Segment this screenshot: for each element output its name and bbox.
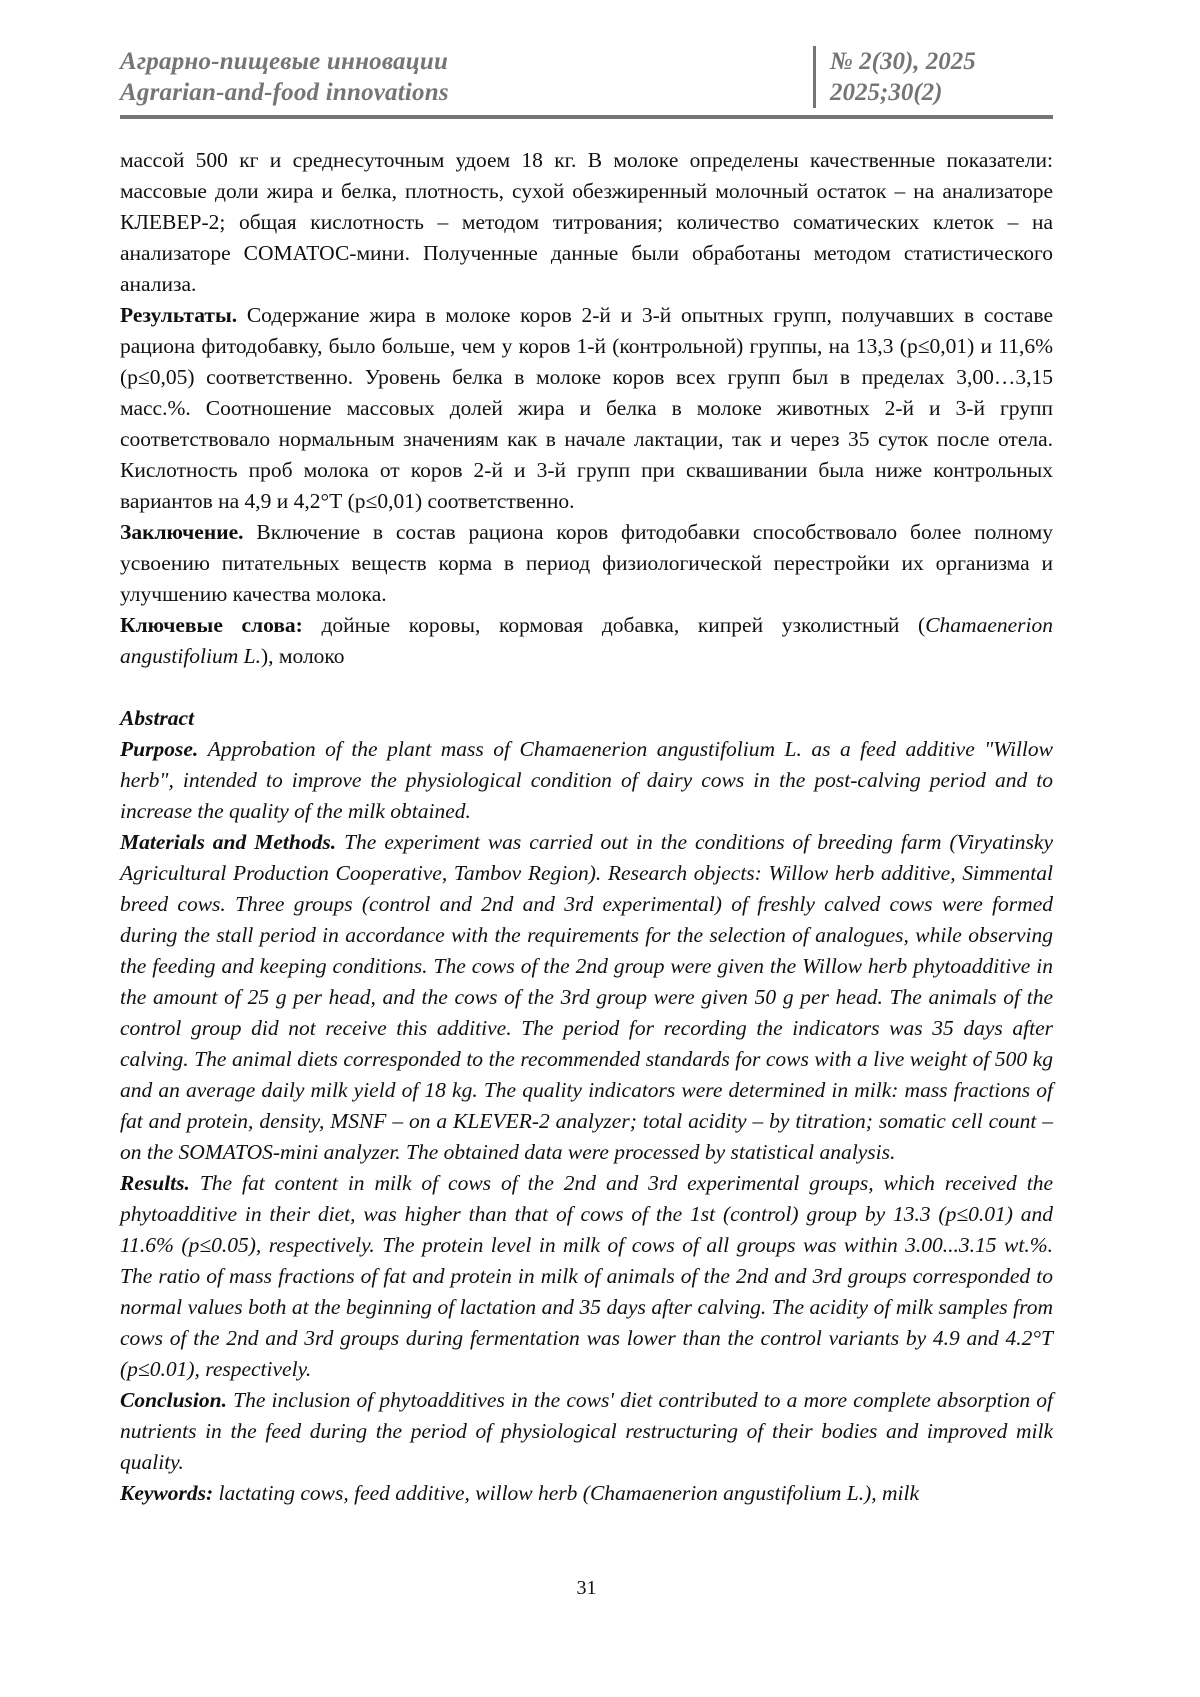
run-text: The experiment was carried out in the conditions of breeding farm (Viryatinsky Agricultural Production Cooperative, Tambov Region). Research objects: Willow herb additive, Simmental breed cows. Three groups (control and 2nd and 3rd experimental) of freshly calved cows were formed during the stall period in accordance with the requirements for the selection of analogues, while observing the feeding and keeping conditions. The cows of the 2nd group were given the Willow herb phytoadditive in the amount of 25 g per head, and the cows of the 3rd group were given 50 g per head. The animals of the control group did not receive this additive. The period for recording the indicators was 35 days after calving. The animal diets corresponded to the recommended standards for cows with a live weight of 500 kg and an average daily milk yield of 18 kg. The quality indicators were determined in milk: mass fractions of fat and protein, density, MSNF – on a KLEVER-2 analyzer; total acidity – by titration; somatic cell count – on the SOMATOS-mini analyzer. The obtained data were processed by statistical analysis. [120, 830, 1053, 1164]
run-emphasis: Ключевые слова: [120, 613, 322, 637]
run-text: массой 500 кг и среднесуточным удоем 18 кг. В молоке определены качественные показатели: массовые доли жира и белка, плотность, сухой обезжиренный молочный остаток – на анализаторе КЛЕВЕР-2; общая кислотность – методом титрования; количество соматических клеток – на анализаторе СОМАТОС-мини. Полученные данные были обработаны методом статистического анализа. [120, 148, 1053, 296]
run-text: Включение в состав рациона коров фитодобавки способствовало более полному усвоению питательных веществ корма в период физиологической перестройки их организма и улучшению качества молока. [120, 520, 1053, 606]
run-text: The fat content in milk of cows of the 2nd and 3rd experimental groups, which received the phytoadditive in their diet, was higher than that of cows of the 1st (control) group by 13.3 (p≤0.01) and 11.6% (p≤0.05), respectively. The protein level in milk of cows of all groups was within 3.00...3.15 wt.%. The ratio of mass fractions of fat and protein in milk of animals of the 2nd and 3rd groups corresponded to normal values both at the beginning of lactation and 35 days after calving. The acidity of milk samples from cows of the 2nd and 3rd groups during fermentation was lower than the control variants by 4.9 and 4.2°T (p≤0.01), respectively. [120, 1171, 1053, 1381]
paragraph-materials-methods-en [120, 827, 1053, 1168]
run-emphasis: Заключение. [120, 520, 257, 544]
issue-number: № 2(30), 2025 [830, 48, 976, 75]
paragraph-conclusion-en [120, 1385, 1053, 1478]
abstract-heading [120, 703, 1053, 734]
paragraph-continuation-ru [120, 145, 1053, 300]
run-emphasis: Materials and Methods. [120, 830, 345, 854]
paragraph-purpose-en [120, 734, 1053, 827]
run-emphasis: Keywords: [120, 1481, 219, 1505]
paragraph-keywords-en [120, 1478, 1053, 1509]
journal-title-block [120, 46, 813, 108]
run-emphasis: Результаты. [120, 303, 247, 327]
run-emphasis: Results. [120, 1171, 200, 1195]
journal-title-en: Agrarian-and-food innovations [120, 79, 449, 106]
paragraph-conclusion-ru [120, 517, 1053, 610]
page-header [120, 46, 1053, 108]
run-text: Chamaenerion angustifolium L. [120, 613, 1053, 668]
paragraph-results-ru [120, 300, 1053, 517]
run-text: lactating cows, feed additive, willow herb (Chamaenerion angustifolium L.), milk [218, 1481, 920, 1505]
run-emphasis: Conclusion. [120, 1388, 234, 1412]
paragraph-keywords-ru [120, 610, 1053, 672]
run-text: дойные коровы, кормовая добавка, кипрей узколистный ( [321, 613, 926, 637]
run-text: The inclusion of phytoadditives in the cows' diet contributed to a more complete absorption of nutrients in the feed during the period of physiological restructuring of their bodies and improved milk quality. [120, 1388, 1053, 1474]
run-emphasis: Abstract [120, 706, 195, 730]
run-text: ), молоко [260, 644, 345, 668]
run-emphasis: Purpose. [120, 737, 208, 761]
issue-citation: 2025;30(2) [830, 79, 943, 106]
page-number: 31 [576, 1577, 597, 1599]
abstract-content [120, 145, 1053, 1509]
header-rule [120, 115, 1053, 119]
issue-info-block [813, 46, 1053, 108]
run-text: Approbation of the plant mass of Chamaenerion angustifolium L. as a feed additive "Willow herb", intended to improve the physiological condition of dairy cows in the post-calving period and to increase the quality of the milk obtained. [120, 737, 1053, 823]
run-text: Содержание жира в молоке коров 2-й и 3-й опытных групп, получавших в составе рациона фитодобавку, было больше, чем у коров 1-й (контрольной) группы, на 13,3 (p≤0,01) и 11,6% (p≤0,05) соответственно. Уровень белка в молоке коров всех групп был в пределах 3,00…3,15 масс.%. Соотношение массовых долей жира и белка в молоке животных 2-й и 3-й групп соответствовало нормальным значениям как в начале лактации, так и через 35 суток после отела. Кислотность проб молока от коров 2-й и 3-й групп при сквашивании была ниже контрольных вариантов на 4,9 и 4,2°Т (p≤0,01) соответственно. [120, 303, 1053, 513]
paragraph-results-en [120, 1168, 1053, 1385]
journal-title-ru: Аграрно-пищевые инновации [120, 48, 449, 75]
